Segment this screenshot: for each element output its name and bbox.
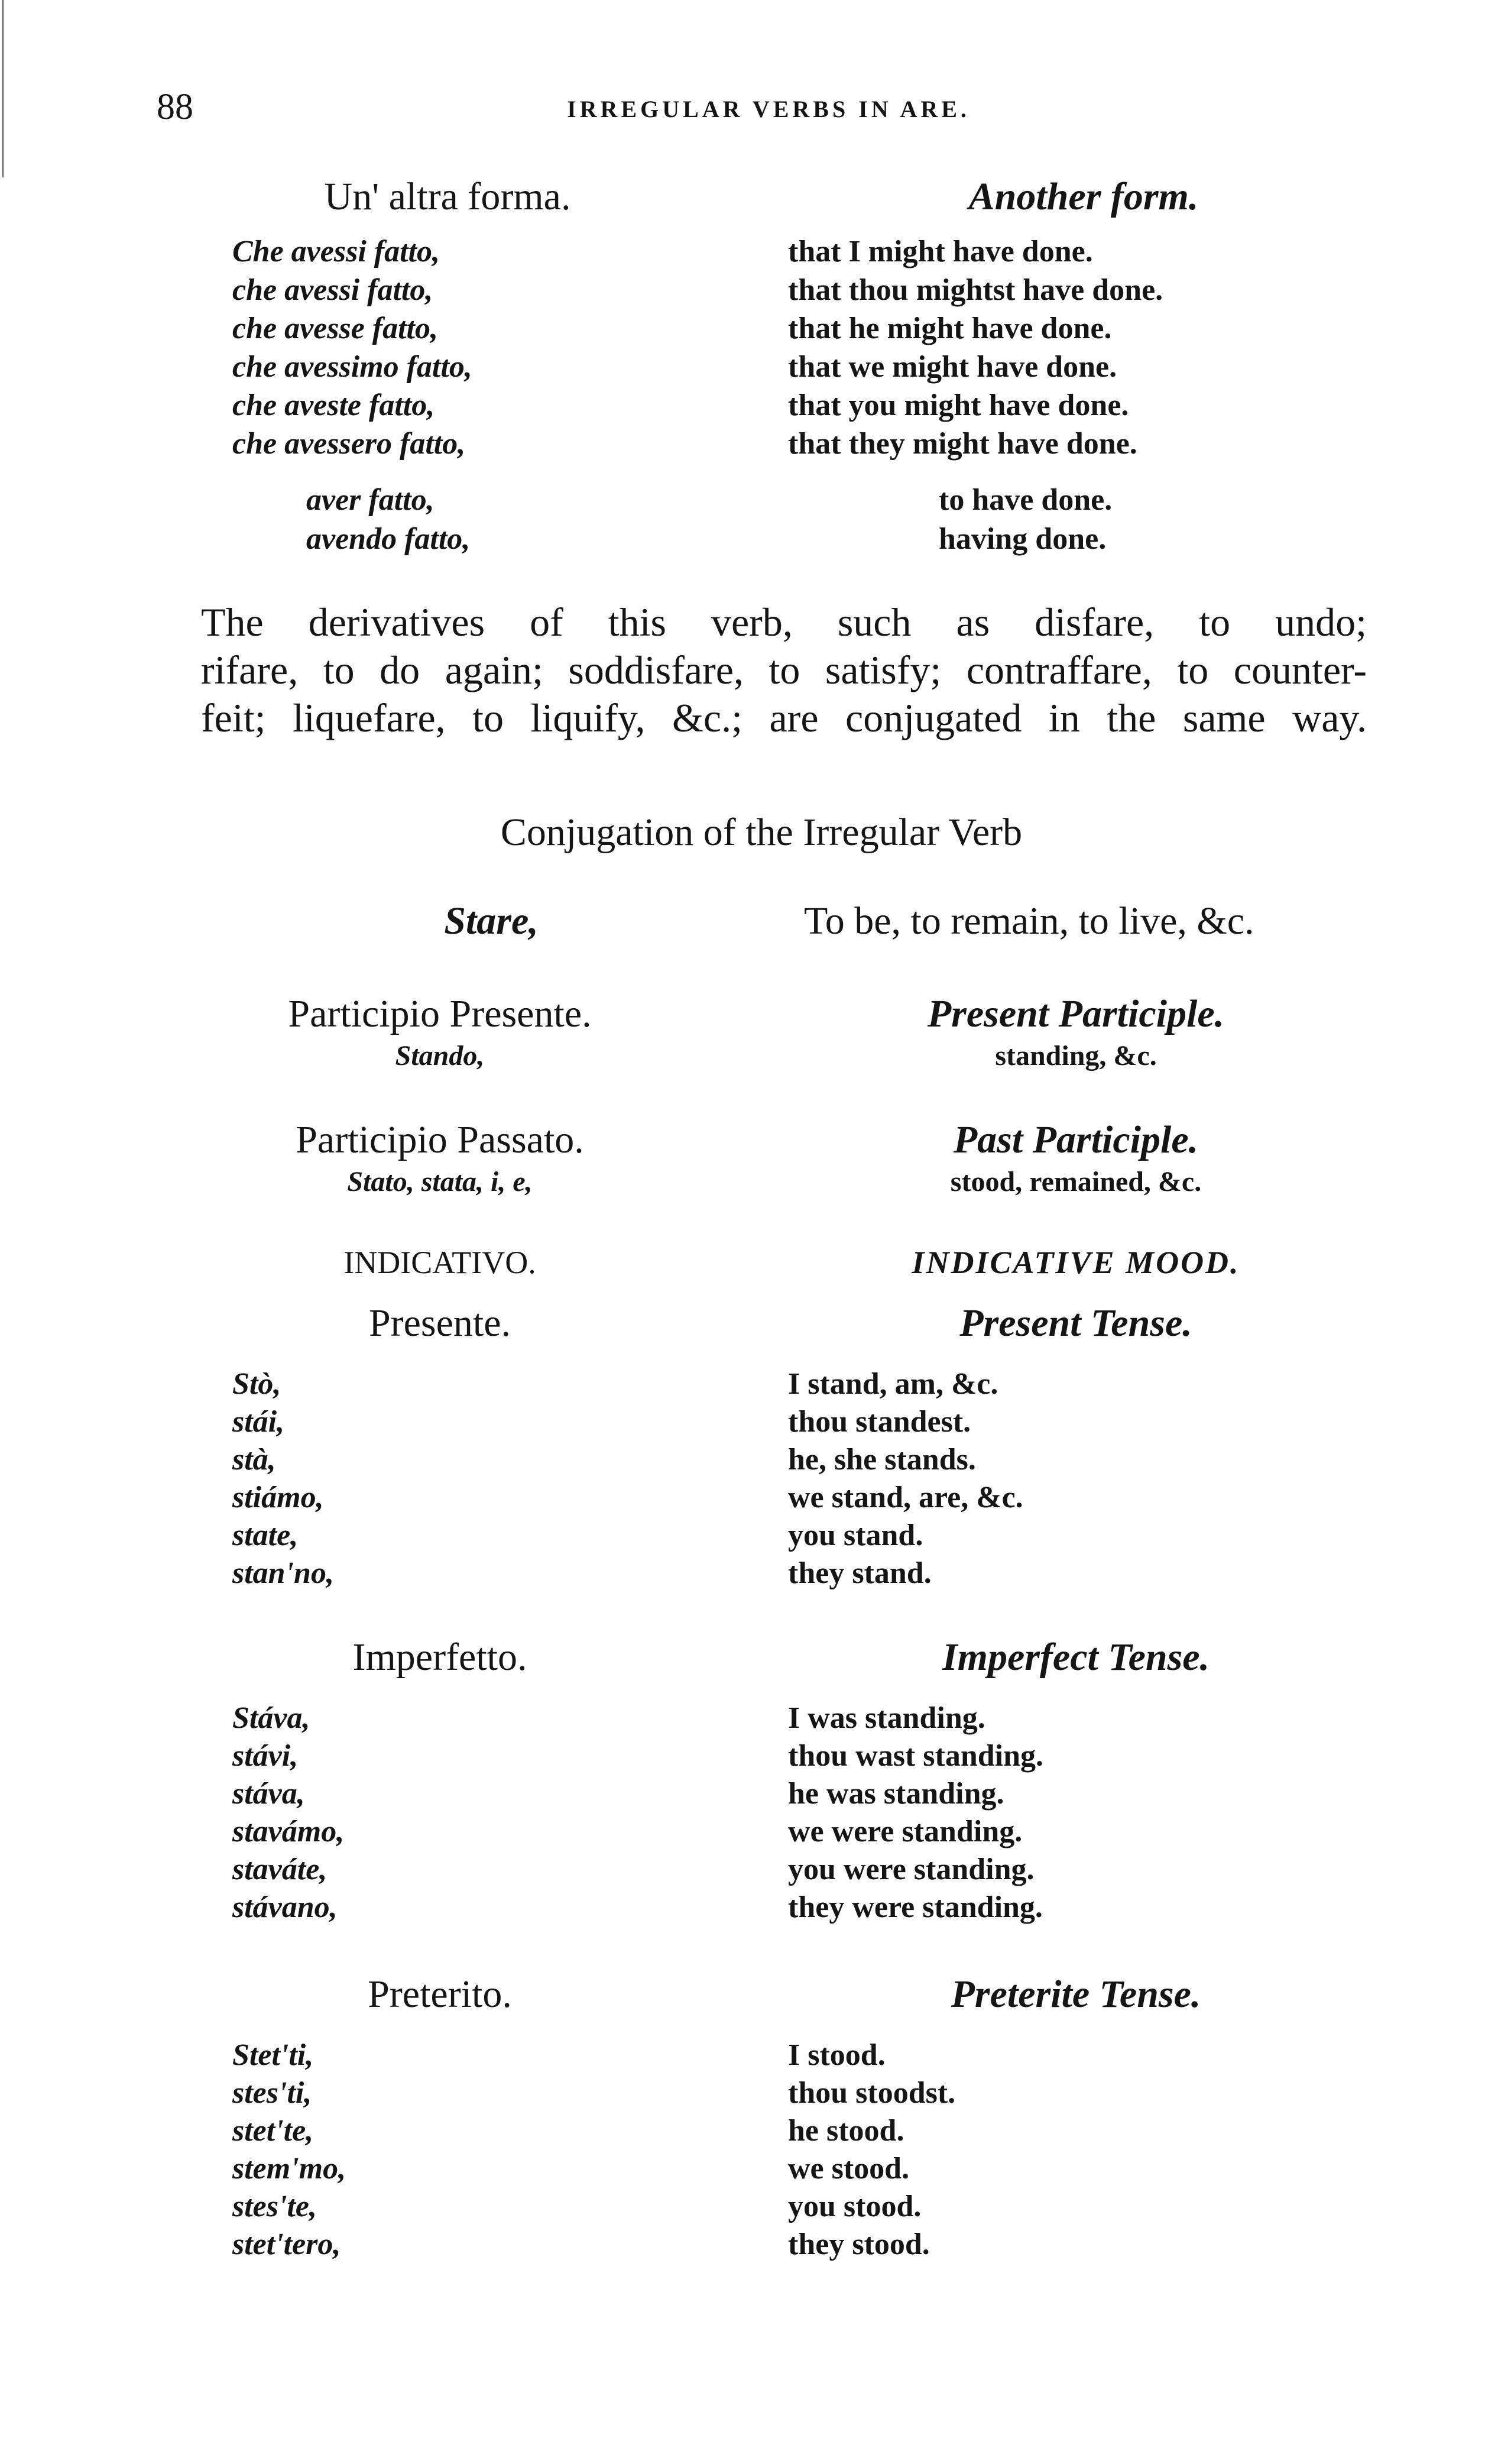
- english-conjugation-row: I stood.: [788, 2038, 886, 2072]
- italian-form-row: che avessimo fatto,: [232, 350, 472, 384]
- tense-left-title: Presente.: [368, 1301, 511, 1345]
- tense-left-title: Imperfetto.: [352, 1636, 527, 1679]
- english-form-row: that he might have done.: [788, 312, 1112, 345]
- english-conjugation-row: we stand, are, &c.: [788, 1481, 1023, 1514]
- italian-form-row: che avesse fatto,: [232, 312, 439, 345]
- italian-conjugation-row: Stáva,: [232, 1701, 310, 1735]
- italian-conjugation-row: stávano,: [232, 1890, 338, 1924]
- conjugation-title: Conjugation of the Irregular Verb: [500, 811, 1023, 854]
- italian-conjugation-row: stes'ti,: [232, 2076, 312, 2110]
- english-conjugation-row: you stood.: [788, 2190, 922, 2223]
- english-conjugation-row: you stand.: [788, 1518, 923, 1552]
- paragraph-line: feit; liquefare, to liquify, &c.; are conjugated in the same way.: [201, 695, 1367, 740]
- tense-right-title: Preterite Tense.: [951, 1973, 1201, 2016]
- page-number: 88: [157, 87, 193, 127]
- english-conjugation-row: they stand.: [788, 1556, 932, 1590]
- present-participle-right-form: standing, &c.: [995, 1040, 1157, 1071]
- italian-conjugation-row: stáva,: [232, 1777, 305, 1811]
- english-conjugation-row: thou stoodst.: [788, 2076, 956, 2110]
- past-participle-left-title: Participio Passato.: [296, 1118, 584, 1161]
- english-conjugation-row: I stand, am, &c.: [788, 1367, 998, 1401]
- italian-conjugation-row: Stet'ti,: [232, 2038, 314, 2072]
- italian-conjugation-row: stávi,: [232, 1739, 299, 1773]
- english-conjugation-row: you were standing.: [788, 1853, 1035, 1886]
- italian-conjugation-row: Stò,: [232, 1367, 281, 1401]
- mood-left: INDICATIVO.: [343, 1245, 536, 1280]
- italian-form-row: che avessi fatto,: [232, 273, 433, 307]
- english-conjugation-row: he, she stands.: [788, 1443, 976, 1477]
- english-form-row: that you might have done.: [788, 388, 1129, 422]
- english-conjugation-row: we stood.: [788, 2152, 910, 2185]
- verb-meaning: To be, to remain, to live, &c.: [804, 899, 1254, 943]
- present-participle-left-title: Participio Presente.: [288, 992, 592, 1035]
- tense-left-title: Preterito.: [368, 1973, 512, 2016]
- italian-form-row: che avessero fatto,: [232, 427, 466, 461]
- past-participle-left-form: Stato, stata, i, e,: [347, 1166, 533, 1197]
- english-conjugation-row: they were standing.: [788, 1890, 1043, 1924]
- english-conjugation-row: he was standing.: [788, 1777, 1004, 1811]
- present-participle-right-title: Present Participle.: [927, 992, 1225, 1035]
- italian-conjugation-row: stái,: [232, 1405, 285, 1439]
- tense-right-title: Present Tense.: [959, 1301, 1192, 1345]
- running-title: IRREGULAR VERBS IN ARE.: [567, 96, 970, 122]
- english-infinitive-row: to have done.: [939, 483, 1113, 517]
- another-form-left-title: Un' altra forma.: [324, 175, 571, 218]
- english-conjugation-row: he stood.: [788, 2114, 904, 2148]
- mood-right: INDICATIVE MOOD.: [912, 1245, 1240, 1280]
- italian-form-row: Che avessi fatto,: [232, 235, 440, 268]
- italian-conjugation-row: stiámo,: [232, 1481, 324, 1514]
- italian-form-row: che aveste fatto,: [232, 388, 435, 422]
- english-conjugation-row: we were standing.: [788, 1815, 1023, 1848]
- italian-infinitive-row: avendo fatto,: [306, 522, 471, 556]
- tense-right-title: Imperfect Tense.: [942, 1636, 1210, 1679]
- italian-conjugation-row: stem'mo,: [232, 2152, 346, 2185]
- italian-infinitive-row: aver fatto,: [306, 483, 435, 517]
- english-form-row: that they might have done.: [788, 427, 1137, 461]
- italian-conjugation-row: stan'no,: [232, 1556, 334, 1590]
- english-form-row: that we might have done.: [788, 350, 1117, 384]
- another-form-right-title: Another form.: [968, 175, 1199, 218]
- page-edge-line: [2, 0, 4, 177]
- english-conjugation-row: I was standing.: [788, 1701, 985, 1735]
- italian-conjugation-row: stet'te,: [232, 2114, 314, 2148]
- italian-conjugation-row: stavámo,: [232, 1815, 345, 1848]
- english-form-row: that I might have done.: [788, 235, 1093, 268]
- italian-conjugation-row: stes'te,: [232, 2190, 317, 2223]
- english-conjugation-row: thou standest.: [788, 1405, 971, 1439]
- english-conjugation-row: they stood.: [788, 2227, 930, 2261]
- english-form-row: that thou mightst have done.: [788, 273, 1163, 307]
- english-infinitive-row: having done.: [939, 522, 1107, 556]
- present-participle-left-form: Stando,: [395, 1040, 485, 1071]
- italian-conjugation-row: stà,: [232, 1443, 276, 1477]
- past-participle-right-title: Past Participle.: [953, 1118, 1199, 1161]
- italian-conjugation-row: staváte,: [232, 1853, 328, 1886]
- past-participle-right-form: stood, remained, &c.: [950, 1166, 1202, 1197]
- paragraph-line: The derivatives of this verb, such as disfare, to undo;: [201, 600, 1367, 645]
- italian-conjugation-row: state,: [232, 1518, 299, 1552]
- english-conjugation-row: thou wast standing.: [788, 1739, 1044, 1773]
- verb-name: Stare,: [444, 899, 539, 943]
- paragraph-line: rifare, to do again; soddisfare, to satisfy; contraffare, to counter-: [201, 647, 1367, 692]
- italian-conjugation-row: stet'tero,: [232, 2227, 341, 2261]
